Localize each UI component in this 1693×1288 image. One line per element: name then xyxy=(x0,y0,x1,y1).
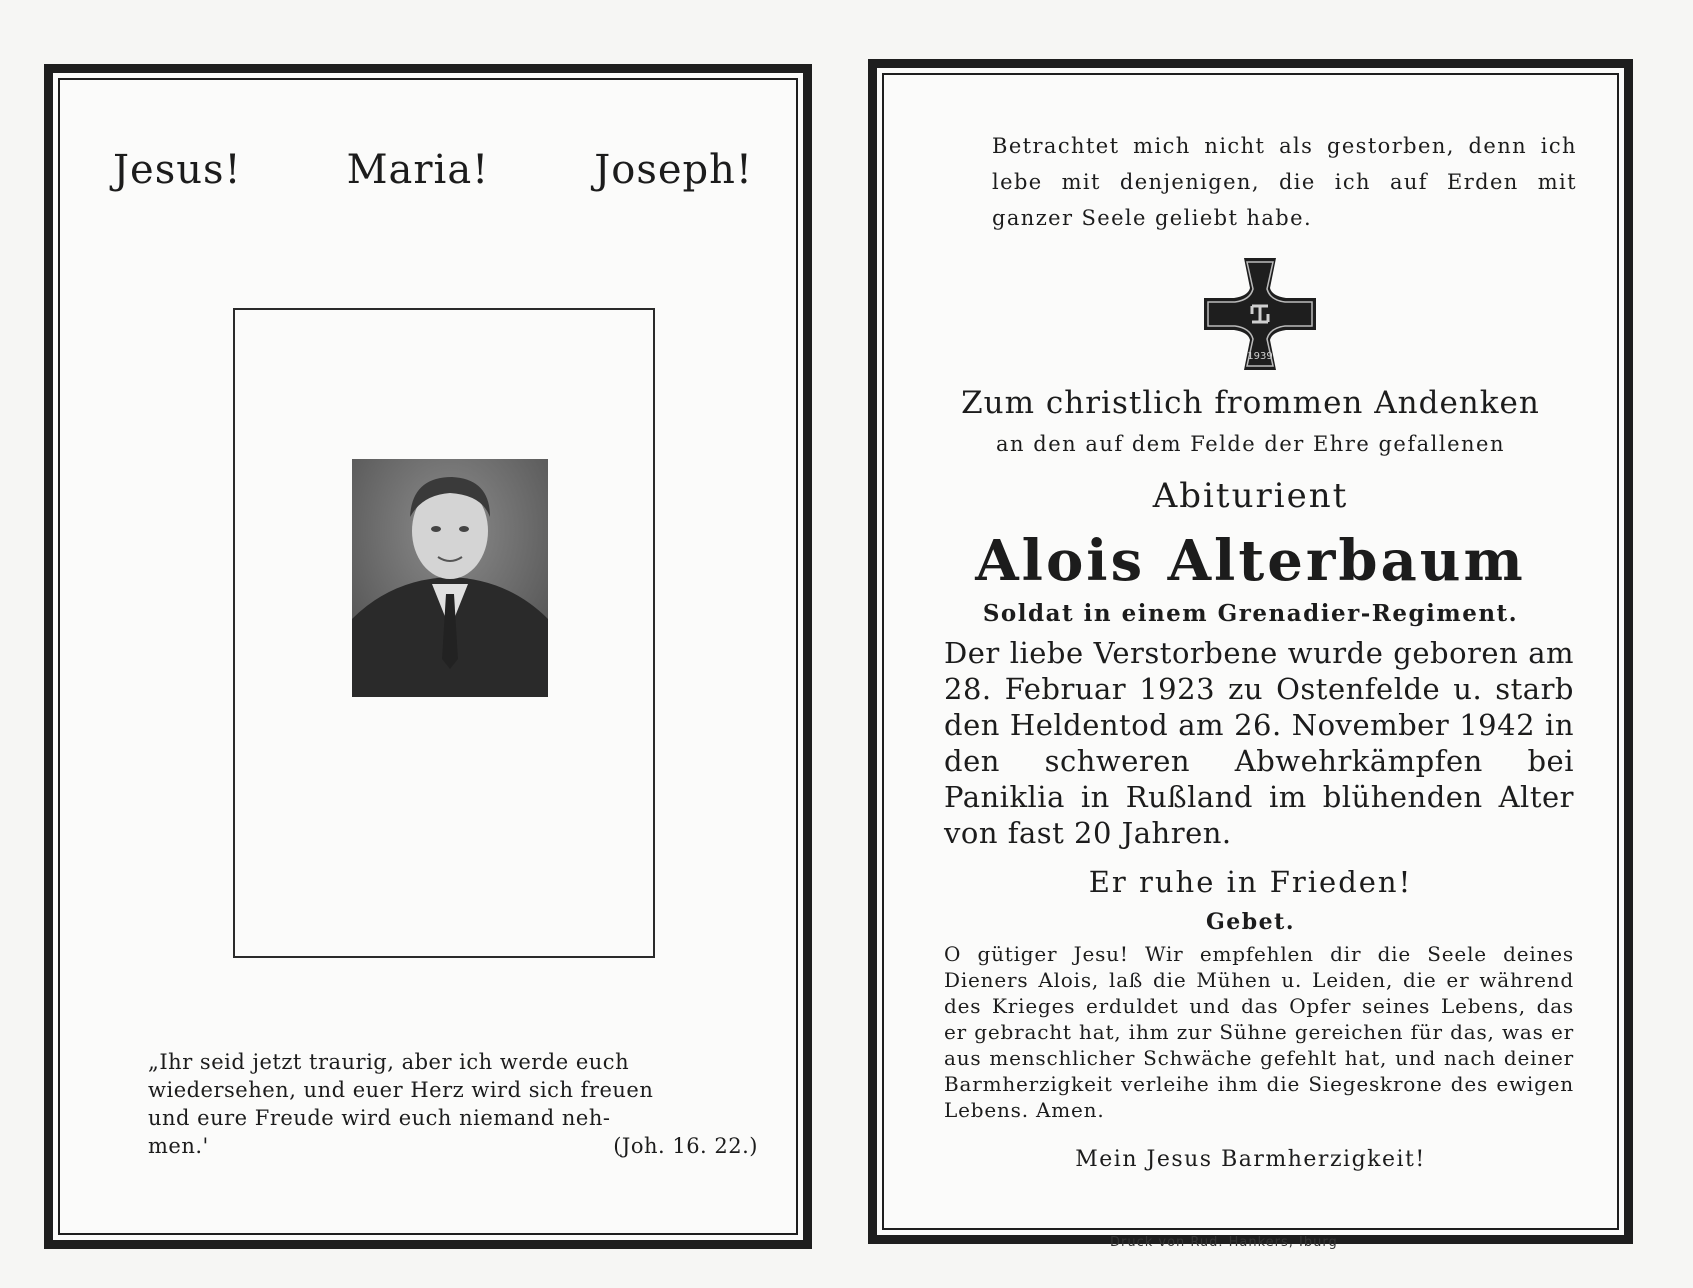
quote-line: und eure Freude wird euch niemand neh- xyxy=(148,1106,611,1130)
name-joseph: Joseph! xyxy=(594,147,753,193)
iron-cross-icon xyxy=(1204,258,1316,370)
holy-names xyxy=(113,147,753,193)
deceased-rank: Abiturient xyxy=(1152,476,1349,516)
quote-last-line xyxy=(148,1132,758,1160)
photo-frame xyxy=(233,308,655,958)
quote-reference: (Joh. 16. 22.) xyxy=(613,1134,758,1158)
quote-line: „Ihr seid jetzt traurig, aber ich werde euch xyxy=(148,1050,630,1074)
name-jesus: Jesus! xyxy=(113,147,242,193)
printer-imprint: Druck von Rud. Hankers, Iburg xyxy=(1110,1235,1338,1250)
portrait-image xyxy=(352,459,548,697)
prayer-title: Gebet. xyxy=(1206,909,1295,935)
quote-line: men.' xyxy=(148,1134,209,1158)
prayer-text: O gütiger Jesu! Wir empfehlen dir die Seele deines Dieners Alois, laß die Mühen u. Leiden, die er während des Krieges erduldet und das Opfer seines Lebens, das er gebracht hat, ihm zur Sühne gereichen für das, was er aus menschlicher Schwäche gefehlt hat, und nach deiner Barmherzigkeit verleihe ihm die Siegeskrone des ewigen Lebens. Amen. xyxy=(944,942,1574,1122)
name-maria: Maria! xyxy=(346,147,490,193)
motto: Betrachtet mich nicht als gestorben, denn ich lebe mit denjenigen, die ich auf Erden mit ganzer Seele geliebt habe. xyxy=(992,134,1577,230)
left-card xyxy=(44,64,812,1249)
bible-quote xyxy=(148,1048,758,1160)
closing-line: Mein Jesus Barmherzigkeit! xyxy=(1075,1147,1426,1172)
portrait-photo xyxy=(352,459,548,697)
deceased-name: Alois Alterbaum xyxy=(975,528,1526,594)
cross-year: 1939 xyxy=(1247,351,1273,362)
biography: Der liebe Verstorbene wurde geboren am 28. Februar 1923 zu Ostenfelde u. starb den Heldentod am 26. November 1942 in den schweren Abwehrkämpfen bei Paniklia in Rußland im blühenden Alter von fast 20 Jahren. xyxy=(944,636,1574,850)
intro-line-1: Zum christlich frommen Andenken xyxy=(961,385,1540,421)
rest-in-peace: Er ruhe in Frieden! xyxy=(1088,865,1413,899)
intro-line-2: an den auf dem Felde der Ehre gefallenen xyxy=(996,432,1505,456)
right-card xyxy=(868,59,1633,1244)
quote-line: wiedersehen, und euer Herz wird sich freuen xyxy=(148,1078,654,1102)
deceased-unit: Soldat in einem Grenadier-Regiment. xyxy=(982,600,1519,627)
